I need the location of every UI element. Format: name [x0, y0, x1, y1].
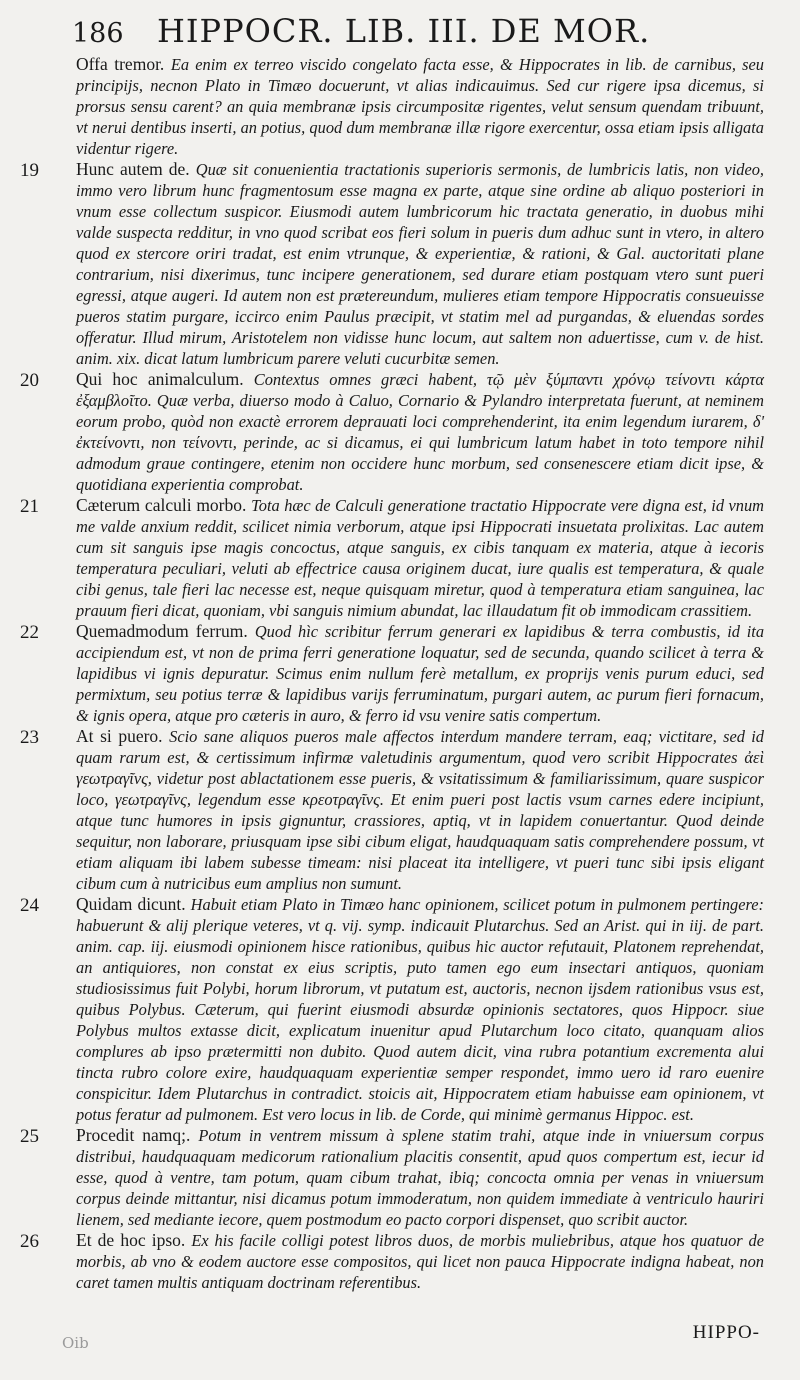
entry-number: 19: [20, 160, 39, 181]
entry-lemma: Hunc autem de.: [76, 159, 190, 179]
entry-lemma: Qui hoc animalculum.: [76, 369, 244, 389]
entry-lemma: Et de hoc ipso.: [76, 1230, 186, 1250]
entry-lemma: Cæterum calculi morbo.: [76, 495, 247, 515]
entry-lemma: Quemadmodum ferrum.: [76, 621, 248, 641]
entry-text: Potum in ventrem missum à splene statim trahi, atque inde in vniuersum corpus distribui, haudquaquam medicorum rationalium placitis consentit, apud quos compertum est, iecur id esse, quod à ventre, tam potum, quam cibum trahat, ibiq; concocta omnia per venas in vniuersum corpus deinde mittantur, nisi dicamus potum immoderatum, non quidem immediate à ventriculo hauriri lienem, sed mediante iecore, quem postmodum eo pacto corpori dispenset, quo scribit auctor.: [76, 1126, 765, 1229]
entry-number: 22: [20, 622, 39, 643]
commentary-body: [20, 54, 764, 1293]
entry-number: 26: [20, 1231, 39, 1252]
running-head: [20, 12, 764, 52]
entry-text: Habuit etiam Plato in Timæo hanc opinionem, scilicet potum in pulmonem pertingere: habuerunt & alij plerique veteres, vt q. vij. symp. indicauit Plutarchus. Sed an Arist. qui in iij. de part. anim. cap. iij. eiusmodi opinionem hisce rationibus, quibus hic auctor refutauit, Platonem reprehendat, an antiquiores, non constat ex eius scriptis, puto tamen ego eum insectari antiquos, quoniam studiosissimus fuit Polybi, horum librorum, vt putatum est, auctoris, necnon ijsdem rationibus vsus est, quibus Polybus. Cæterum, qui fuerint eiusmodi absurdæ opinionis sectatores, quos Hippocr. siue Polybus multos extasse dicit, explicatum inuenitur apud Plutarchum loco citato, quanquam alios complures ab ipso prætermitti non dubito. Quod autem dicit, vina rubra potantium excrementa alui tincta rubro colore exire, haudquaquam experientiæ semper respondet, immo uero id raro euenire conspicitur. Idem Plutarchus in contradict. stoicis ait, Hippocratem etiam habuisse eam opinionem, vt potus feratur ad pulmonem. Est vero locus in lib. de Corde, qui minimè germanus Hippoc. est.: [76, 895, 765, 1124]
entry-number: 20: [20, 370, 39, 391]
entry-text: Tota hæc de Calculi generatione tractatio Hippocrate vere digna est, id vnum me valde anxium reddit, scilicet nimia verborum, atque ipsi Hippocrati insuetata prolixitas. Lac autem cum sit sanguis ipse magis concoctus, atque sanguis, ex cibis tanquam ex materia, atque à iecoris temperatura peculiari, veluti ab effectrice causa originem ducat, iure qualis est temperatura, & quale cibi genus, tale fieri lac necesse est, neque quisquam miretur, quod à temperatura etiam sanguinea, lac prauum fieri dicat, quoniam, vbi sanguis nimium abundat, lac illaudatum fit ob immodicam crassitiem.: [76, 496, 764, 620]
entry-lemma: Quidam dicunt.: [76, 894, 186, 914]
entry-number: 25: [20, 1126, 39, 1147]
running-title: HIPPOCR. LIB. III. DE MOR.: [157, 12, 651, 50]
commentary-entry: [20, 894, 765, 1125]
catchword: HIPPO-: [692, 1322, 760, 1343]
entry-lemma: Procedit namq;.: [76, 1125, 191, 1145]
entry-text: Contextus omnes græci habent, τῷ μὲν ξύμπαντι χρόνῳ τείνοντι κάρτα ἐξαμβλοῖτο. Quæ verba, diuerso modo à Caluo, Cornario & Pylandro interpretata fuerunt, at neminem eorum probo, quòd non exactè errorem deprauati loci comprehenderint, ita enim legendum iurarem, δ' ἐκτείνοντι, non τείνοντι, perinde, ac si dicamus, ei qui lumbricum latum habet in toto tempore nihil admodum graue contingere, etenim non occidere hunc morbum, sed consenescere etiam dicit ipse, & quotidiana experientia comprobat.: [76, 370, 765, 494]
entry-text: Ea enim ex terreo viscido congelato facta esse, & Hippocrates in lib. de carnibus, seu principijs, necnon Plato in Timæo docuerunt, vt alias indicauimus. Sed cur rigere ipsa dicemus, si prorsus sensu carent? an quia membranæ ipsis circumpositæ rigentes, velut sensum quendam tribuunt, vt nerui dentibus inserti, an potius, quod dum membranæ illæ rigore exercentur, ossa etiam ipsis alligata videntur rigere.: [76, 55, 765, 158]
entry-number: 24: [20, 895, 39, 916]
commentary-entry: [20, 159, 765, 369]
commentary-entry: [20, 726, 764, 894]
entry-text: Scio sane aliquos pueros male affectos interdum mandere terram, eaq; victitare, sed id quam rarum est, & certissimum infirmæ valetudinis argumentum, quod vero scribit Hippocrates ἀεὶ γεωτραγῖνς, videtur post ablactationem esse pueris, & vsitatissimum & familiarissimum, quare suspicor loco, γεωτραγῖνς, legendum esse κρεοτραγῖνς. Et enim pueri post lactis vsum carnes edere incipiunt, atque tunc humores in ipsis gignuntur, crassiores, aptiq, vt in lapidem conuertantur. Quod deinde sequitur, non laborare, priusquam ipse sibi cibum eligat, haudquaquam satis comprehendere possum, vt etiam aliquam ibi labem subesse timeam: nisi placeat ita intelligere, vt pueri tunc sibi ipsis eligant cibum cum à nutricibus eum amplius non sumunt.: [76, 727, 764, 893]
entry-number: 23: [20, 727, 39, 748]
commentary-entry: [76, 54, 764, 159]
page-number: 186: [72, 18, 124, 49]
entry-number: 21: [20, 496, 39, 517]
entry-text: Ex his facile colligi potest libros duos, de morbis muliebribus, atque hos quatuor de morbis, ab vno & eodem auctore esse compositos, qui licet non pauca Hippocrate indigna habeat, non caret tamen multis antiquam doctrinam referentibus.: [76, 1231, 764, 1292]
page-mark: Oib: [62, 1334, 89, 1352]
commentary-entry: [20, 369, 765, 495]
commentary-entry: [20, 1125, 765, 1230]
commentary-entry: [20, 1230, 764, 1293]
entry-lemma: Offa tremor.: [76, 54, 165, 74]
entry-text: Quæ sit conuenientia tractationis superioris sermonis, de lumbricis latis, non video, immo vero librum hunc fragmentosum esse magna ex parte, atque sine ordine ab aliquo posteriori in vnum esse collectum suspicor. Eiusmodi autem lumbricorum hic tractata generatio, in duobus mihi valde suspecta redditur, in vno quod scribat eos fieri solum in pueris dum adhuc sunt in vtero, in altero quod ex stercore oriri tradat, est enim vtrunque, & experientiæ, & rationi, & Gal. auctoritati plane contrarium, nisi dixerimus, tunc incipere generationem, sed durare etiam postquam vtero sunt pueri egressi, atque augeri. Id autem non est prætereundum, mulieres etiam tempore Hippocratis consueuisse pueros statim purgare, iccirco enim Paulus præcipit, vt statim mel ad purgandas, & eluendas sordes offeratur. Illud mirum, Aristotelem non vidisse hunc locum, aut saltem non aduertisse, cum v. de hist. anim. xix. dicat latum lumbricum parere veluti cucurbitæ semen.: [76, 160, 765, 368]
commentary-entry: [20, 621, 765, 726]
entry-text: Quod hìc scribitur ferrum generari ex lapidibus & terra combustis, id ita accipiendum est, vt non de prima ferri generatione loquatur, sed de secunda, quando scilicet à terra & lapidibus vi ignis depuratur. Scimus enim nullum ferè metallum, ex proprijs venis purum educi, sed permixtum, seu potius terræ & lapidibus varijs ferruminatum, purgari autem, ac purum fieri fornacum, & ignis opera, atque pro cæteris in auro, & ferro id vsu venire satis compertum.: [76, 622, 765, 725]
commentary-entry: [20, 495, 764, 621]
entry-lemma: At si puero.: [76, 726, 163, 746]
